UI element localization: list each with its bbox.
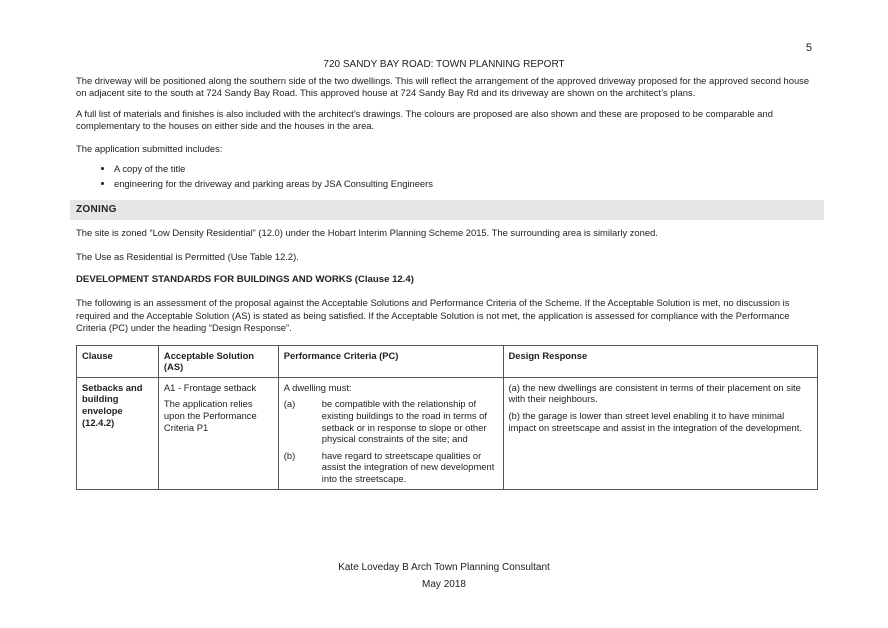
pc-b-text: have regard to streetscape qualities or assist the integration of new development into the streetscape. xyxy=(321,449,495,485)
table-header-row xyxy=(77,345,818,377)
report-body xyxy=(76,75,818,490)
as-text: The application relies upon the Performance Criteria P1 xyxy=(163,398,257,433)
pc-a-label: (a) xyxy=(283,398,296,410)
report-title: 720 SANDY BAY ROAD: TOWN PLANNING REPORT xyxy=(323,59,565,70)
header-performance-criteria: Performance Criteria (PC) xyxy=(278,345,503,377)
clause-text: Setbacks and building envelope (12.4.2) xyxy=(82,381,143,428)
list-item: • A copy of the title xyxy=(114,163,818,175)
header-acceptable-solution: Acceptable Solution (AS) xyxy=(158,345,278,377)
materials-paragraph: A full list of materials and finishes is also included with the architect’s drawings. The colours are proposed are also shown and these are proposed to be comparable and complementary to the houses on either side and the houses in the area. xyxy=(76,107,773,132)
design-response-cell xyxy=(503,377,817,489)
assessment-table xyxy=(76,345,818,490)
dev-standards-paragraph: The following is an assessment of the proposal against the Acceptable Solutions and Performance Criteria of the Scheme. If the Acceptable Solution is met, no discussion is required and the Acceptable Solution (AS) is stated as being satisfied. If the Acceptable Solution is not met, the application is assessed for compliance with the Performance Criteria (PC) under the heading “Design Response”. xyxy=(76,297,790,334)
page-number: 5 xyxy=(805,42,812,54)
zoning-paragraph: The site is zoned “Low Density Residential” (12.0) under the Hobart Interim Planning Scheme 2015. The surrounding area is similarly zoned. xyxy=(76,227,658,239)
driveway-paragraph: The driveway will be positioned along the southern side of the two dwellings. This will reflect the arrangement of the approved driveway proposed for the approved second house on adjacent site to the south at 724 Sandy Bay Road. This approved house at 724 Sandy Bay Rd and its driveway are shown on the architect’s plans. xyxy=(76,75,810,99)
zoning-heading: ZONING xyxy=(70,200,824,220)
acceptable-solution-cell xyxy=(158,377,278,489)
table-row xyxy=(77,377,818,489)
pc-item-b xyxy=(284,450,498,485)
footer-date: May 2018 xyxy=(422,579,466,590)
application-intro: The application submitted includes: xyxy=(76,142,223,154)
dr-item-a: (a) the new dwellings are consistent in terms of their placement on site with their neighbours. xyxy=(508,381,801,405)
clause-cell xyxy=(77,377,159,489)
pc-item-a xyxy=(284,398,498,444)
footer-author: Kate Loveday B Arch Town Planning Consultant xyxy=(338,562,550,573)
performance-criteria-cell xyxy=(278,377,503,489)
pc-a-text: be compatible with the relationship of existing buildings to the road in terms of setback or in response to slope or other physical constraints of the site; and xyxy=(321,398,487,445)
dev-standards-heading: DEVELOPMENT STANDARDS FOR BUILDINGS AND WORKS (Clause 12.4) xyxy=(76,274,414,286)
header-design-response: Design Response xyxy=(503,345,817,377)
pc-b-label: (b) xyxy=(283,449,296,461)
pc-intro: A dwelling must: xyxy=(283,381,352,393)
list-item: • engineering for the driveway and parking areas by JSA Consulting Engineers xyxy=(114,178,818,190)
application-list xyxy=(76,163,818,191)
dr-item-b: (b) the garage is lower than street level enabling it to have minimal impact on streetscape and assist in the integration of the development. xyxy=(508,410,802,433)
header-clause: Clause xyxy=(77,345,159,377)
use-paragraph: The Use as Residential is Permitted (Use Table 12.2). xyxy=(76,250,299,262)
as-title: A1 - Frontage setback xyxy=(163,381,257,393)
